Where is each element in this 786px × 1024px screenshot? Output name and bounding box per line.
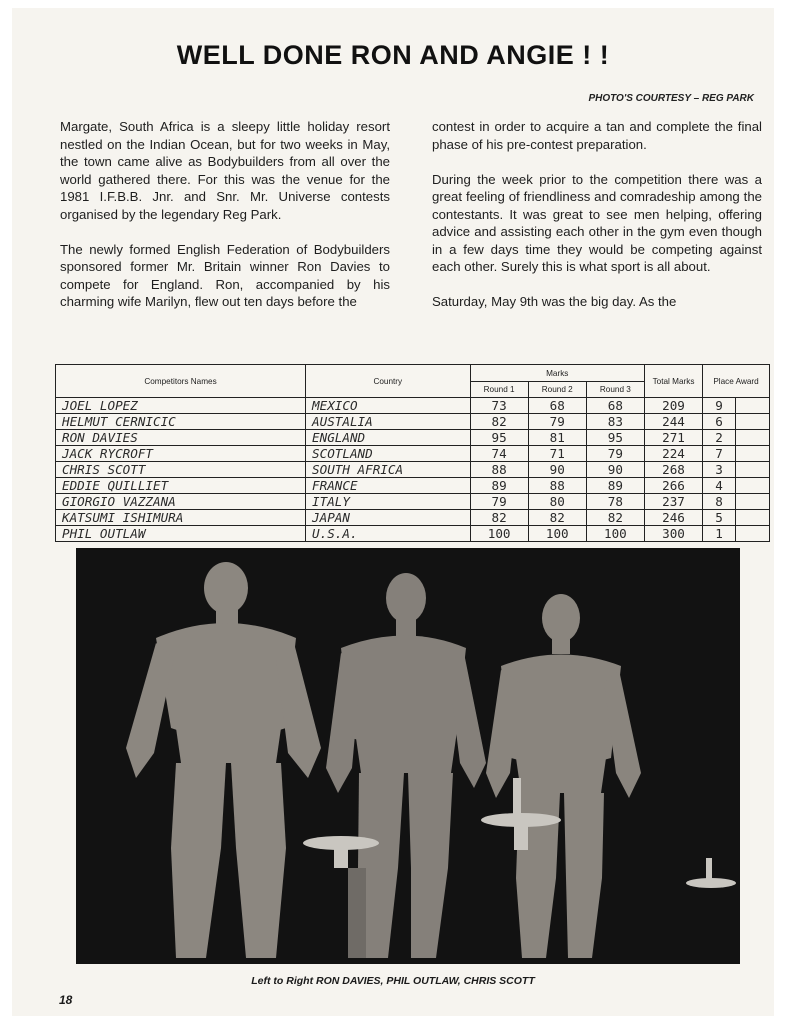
cell-round1: 88: [470, 462, 528, 478]
cell-total: 268: [644, 462, 702, 478]
cell-round3: 83: [586, 414, 644, 430]
cell-total: 237: [644, 494, 702, 510]
paragraph: During the week prior to the competition there was a great feeling of friendliness and comradeship among the contestants. It was great to see men helping, offering advice and assisting each other in the gym even though in a few days time they would be competing against each other. Surely this is what sport is all about.: [432, 171, 762, 274]
header-total: Total Marks: [644, 365, 702, 398]
cell-round3: 78: [586, 494, 644, 510]
cell-round3: 95: [586, 430, 644, 446]
cell-place: 1: [703, 526, 736, 542]
header-round2: Round 2: [528, 382, 586, 398]
cell-place: 3: [703, 462, 736, 478]
table-row: [56, 398, 770, 414]
cell-round3: 89: [586, 478, 644, 494]
cell-round1: 82: [470, 414, 528, 430]
cell-country: ENGLAND: [306, 430, 471, 446]
cell-blank: [735, 526, 769, 542]
paragraph: Margate, South Africa is a sleepy little holiday resort nestled on the Indian Ocean, but for two weeks in May, the town came alive as Bodybuilders from all over the world gathered there. For this was the venue for the 1981 I.F.B.B. Jnr. and Snr. Mr. Universe contests organised by the legendary Reg Park.: [60, 119, 390, 222]
cell-round1: 100: [470, 526, 528, 542]
cell-round1: 89: [470, 478, 528, 494]
cell-place: 9: [703, 398, 736, 414]
cell-round1: 82: [470, 510, 528, 526]
cell-country: JAPAN: [306, 510, 471, 526]
left-column: [60, 118, 390, 328]
cell-round2: 100: [528, 526, 586, 542]
cell-total: 209: [644, 398, 702, 414]
cell-total: 224: [644, 446, 702, 462]
paragraph: Saturday, May 9th was the big day. As the: [432, 294, 677, 309]
cell-blank: [735, 494, 769, 510]
table-row: [56, 526, 770, 542]
cell-country: MEXICO: [306, 398, 471, 414]
scoresheet: [55, 364, 770, 542]
cell-blank: [735, 430, 769, 446]
header-marks: Marks: [470, 365, 644, 382]
bodybuilders-photo: [76, 548, 740, 964]
cell-country: ITALY: [306, 494, 471, 510]
paragraph: The newly formed English Federation of Bodybuilders sponsored former Mr. Britain winner Ron Davies to compete for England. Ron, accompanied by his charming wife Marilyn, flew out ten days before the: [60, 241, 390, 309]
cell-blank: [735, 478, 769, 494]
cell-name: JOEL LOPEZ: [56, 398, 306, 414]
table-row: [56, 478, 770, 494]
cell-name: PHIL OUTLAW: [56, 526, 306, 542]
photo-credit: PHOTO'S COURTESY – REG PARK: [588, 93, 754, 104]
right-column: [432, 118, 762, 358]
cell-round3: 68: [586, 398, 644, 414]
cell-round1: 79: [470, 494, 528, 510]
header-place: Place Award: [703, 365, 770, 398]
cell-country: AUSTALIA: [306, 414, 471, 430]
article-title: WELL DONE RON AND ANGIE ! !: [176, 40, 610, 70]
cell-round1: 74: [470, 446, 528, 462]
cell-round1: 73: [470, 398, 528, 414]
cell-total: 271: [644, 430, 702, 446]
cell-round2: 80: [528, 494, 586, 510]
cell-name: JACK RYCROFT: [56, 446, 306, 462]
cell-total: 246: [644, 510, 702, 526]
cell-name: CHRIS SCOTT: [56, 462, 306, 478]
cell-place: 2: [703, 430, 736, 446]
cell-place: 4: [703, 478, 736, 494]
cell-name: EDDIE QUILLIET: [56, 478, 306, 494]
cell-total: 244: [644, 414, 702, 430]
cell-place: 7: [703, 446, 736, 462]
cell-round3: 79: [586, 446, 644, 462]
cell-round2: 88: [528, 478, 586, 494]
table-row: [56, 446, 770, 462]
header-country: Country: [306, 365, 471, 398]
cell-round2: 81: [528, 430, 586, 446]
cell-place: 5: [703, 510, 736, 526]
cell-blank: [735, 398, 769, 414]
cell-round2: 90: [528, 462, 586, 478]
table-row: [56, 430, 770, 446]
cell-round2: 79: [528, 414, 586, 430]
cell-place: 8: [703, 494, 736, 510]
table-row: [56, 462, 770, 478]
cell-country: SOUTH AFRICA: [306, 462, 471, 478]
cell-name: GIORGIO VAZZANA: [56, 494, 306, 510]
photo-caption: Left to Right RON DAVIES, PHIL OUTLAW, CHRIS SCOTT: [251, 975, 535, 987]
page-number: 18: [59, 993, 73, 1007]
cell-place: 6: [703, 414, 736, 430]
cell-blank: [735, 510, 769, 526]
cell-round3: 90: [586, 462, 644, 478]
cell-round2: 68: [528, 398, 586, 414]
cell-round3: 82: [586, 510, 644, 526]
cell-blank: [735, 462, 769, 478]
cell-round2: 71: [528, 446, 586, 462]
paragraph: contest in order to acquire a tan and complete the final phase of his pre-contest preparation.: [432, 119, 762, 152]
header-name: Competitors Names: [56, 365, 306, 398]
cell-round1: 95: [470, 430, 528, 446]
cell-country: U.S.A.: [306, 526, 471, 542]
header-round1: Round 1: [470, 382, 528, 398]
scoresheet-table: [55, 364, 770, 542]
cell-country: FRANCE: [306, 478, 471, 494]
header-round3: Round 3: [586, 382, 644, 398]
cell-name: HELMUT CERNICIC: [56, 414, 306, 430]
cell-name: RON DAVIES: [56, 430, 306, 446]
table-row: [56, 494, 770, 510]
cell-blank: [735, 446, 769, 462]
cell-blank: [735, 414, 769, 430]
cell-country: SCOTLAND: [306, 446, 471, 462]
cell-total: 300: [644, 526, 702, 542]
table-row: [56, 414, 770, 430]
cell-total: 266: [644, 478, 702, 494]
photo-illustration: [76, 548, 740, 964]
cell-name: KATSUMI ISHIMURA: [56, 510, 306, 526]
cell-round2: 82: [528, 510, 586, 526]
table-row: [56, 510, 770, 526]
cell-round3: 100: [586, 526, 644, 542]
